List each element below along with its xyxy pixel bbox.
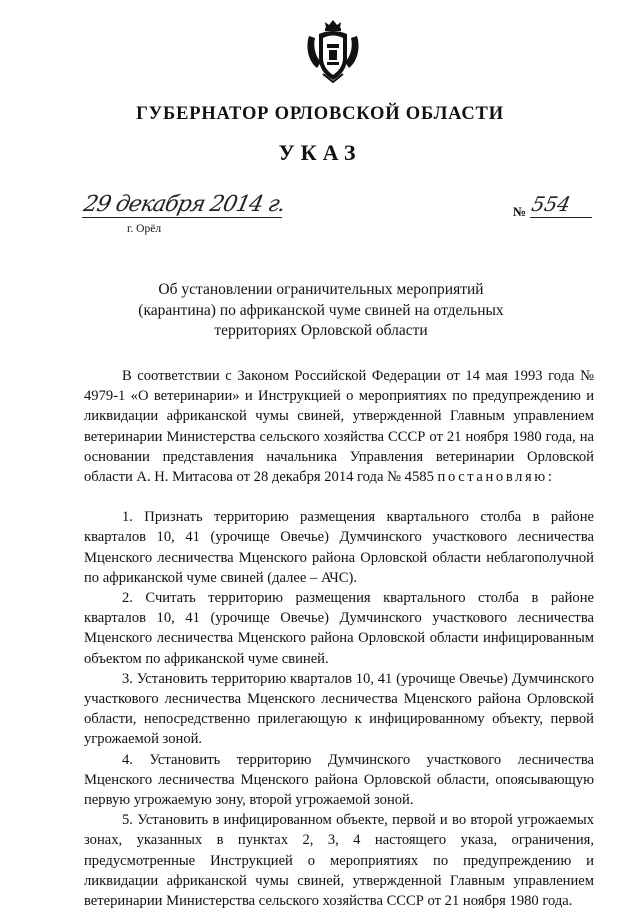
title-line: территориях Орловской области	[214, 322, 428, 339]
article-paragraph: 5. Установить в инфицированном объекте, первой и во второй угрожаемых зонах, указанных в пунктах 2, 3, 4 настоящего указа, ограничения, предусмотренные Инструкцией о мероприятиях по предупреждению и ликвидации африканской чумы свиней, утвержденной Главным управлением ветеринарии Министерства сельского хозяйства СССР от 21 ноября 1980 года.	[84, 812, 594, 910]
preamble-text: В соответствии с Законом Российской Федерации от 14 мая 1993 года № 4979-1 «О ветеринарии» и Инструкцией о мероприятиях по предупреждению и ликвидации африканской чумы свиней, утвержденной Главным управлением ветеринарии Министерства сельского хозяйства СССР от 21 ноября 1980 года, на основании представления начальника Управления ветеринарии Орловской области А. Н. Митасова от 28 декабря 2014 года № 4585	[84, 368, 594, 486]
city-label: г. Орёл	[127, 223, 162, 235]
article-paragraph: 3. Установить территорию кварталов 10, 41 (урочище Овечье) Думчинского участкового лесничества Мценского лесничества Мценского района Орловской области, непосредственно прилегающую к инфицированному объекту, первой угрожаемой зоной.	[84, 670, 594, 748]
decree-word: постановляю	[437, 469, 548, 486]
coat-of-arms-icon	[303, 18, 363, 84]
title-line: (карантина) по африканской чуме свиней на отдельных	[138, 301, 504, 319]
title-line: Об установлении ограничительных мероприятий	[158, 281, 484, 298]
preamble-colon: :	[547, 469, 552, 486]
document-title	[130, 280, 512, 342]
article-paragraph: 4. Установить территорию Думчинского участкового лесничества Мценского лесничества Мценского района Орловской области, опоясывающую первую угрожаемую зону, второй угрожаемой зоной.	[84, 751, 594, 809]
document-body	[84, 366, 594, 911]
date-underline	[82, 217, 282, 218]
article-paragraph: 1. Признать территорию размещения квартального столба в районе кварталов 10, 41 (урочище Овечье) Думчинского участкового лесничества Мценского лесничества Мценского района Орловской области неблагополучной по африканской чуме свиней (далее – АЧС).	[84, 509, 594, 586]
number-label: №	[513, 204, 527, 219]
article-paragraph: 2. Считать территорию размещения квартального столба в районе кварталов 10, 41 (урочище Овечье) Думчинского участкового лесничества Мценского лесничества Мценского района Орловской области инфицированным объектом по африканской чуме свиней.	[84, 590, 594, 667]
document-type-heading: УКАЗ	[278, 140, 362, 165]
number-underline	[530, 217, 592, 218]
handwritten-date: 29 декабря 2014 г.	[81, 192, 288, 217]
handwritten-number: 554	[529, 192, 573, 216]
governor-heading: ГУБЕРНАТОР ОРЛОВСКОЙ ОБЛАСТИ	[136, 104, 504, 124]
preamble-paragraph	[84, 366, 594, 487]
